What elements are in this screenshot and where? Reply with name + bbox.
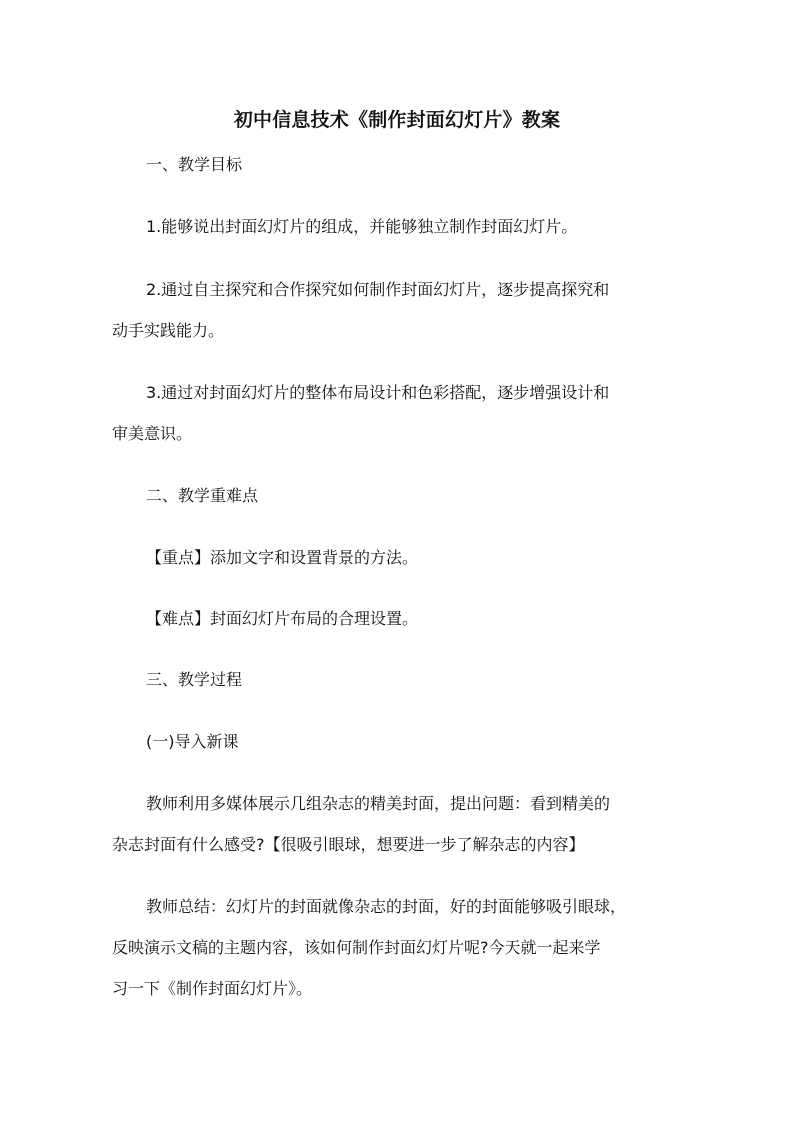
goal-item-3-line-1: 3.通过对封面幻灯片的整体布局设计和色彩搭配，逐步增强设计和 xyxy=(146,383,610,402)
section-heading-goals: 一、教学目标 xyxy=(146,155,243,174)
section-heading-process: 三、教学过程 xyxy=(146,670,243,689)
goal-item-2-line-1: 2.通过自主探究和合作探究如何制作封面幻灯片，逐步提高探究和 xyxy=(146,280,610,299)
section-heading-keypoints: 二、教学重难点 xyxy=(146,486,259,505)
intro-paragraph-1-line-2: 杂志封面有什么感受?【很吸引眼球，想要进一步了解杂志的内容】 xyxy=(112,835,585,854)
document-title: 初中信息技术《制作封面幻灯片》教案 xyxy=(233,109,561,131)
goal-item-1: 1.能够说出封面幻灯片的组成，并能够独立制作封面幻灯片。 xyxy=(146,217,578,236)
key-point: 【重点】添加文字和设置背景的方法。 xyxy=(146,548,419,567)
intro-paragraph-2-line-2: 反映演示文稿的主题内容，该如何制作封面幻灯片呢?今天就一起来学 xyxy=(112,938,601,957)
difficult-point: 【难点】封面幻灯片布局的合理设置。 xyxy=(146,609,419,628)
intro-paragraph-2-line-1: 教师总结：幻灯片的封面就像杂志的封面，好的封面能够吸引眼球， xyxy=(146,897,627,916)
goal-item-3-line-2: 审美意识。 xyxy=(112,424,193,443)
intro-paragraph-2-line-3: 习一下《制作封面幻灯片》。 xyxy=(112,979,313,998)
goal-item-2-line-2: 动手实践能力。 xyxy=(112,321,225,340)
subsection-heading-intro: (一)导入新课 xyxy=(146,732,239,751)
intro-paragraph-1-line-1: 教师利用多媒体展示几组杂志的精美封面，提出问题：看到精美的 xyxy=(146,794,611,813)
